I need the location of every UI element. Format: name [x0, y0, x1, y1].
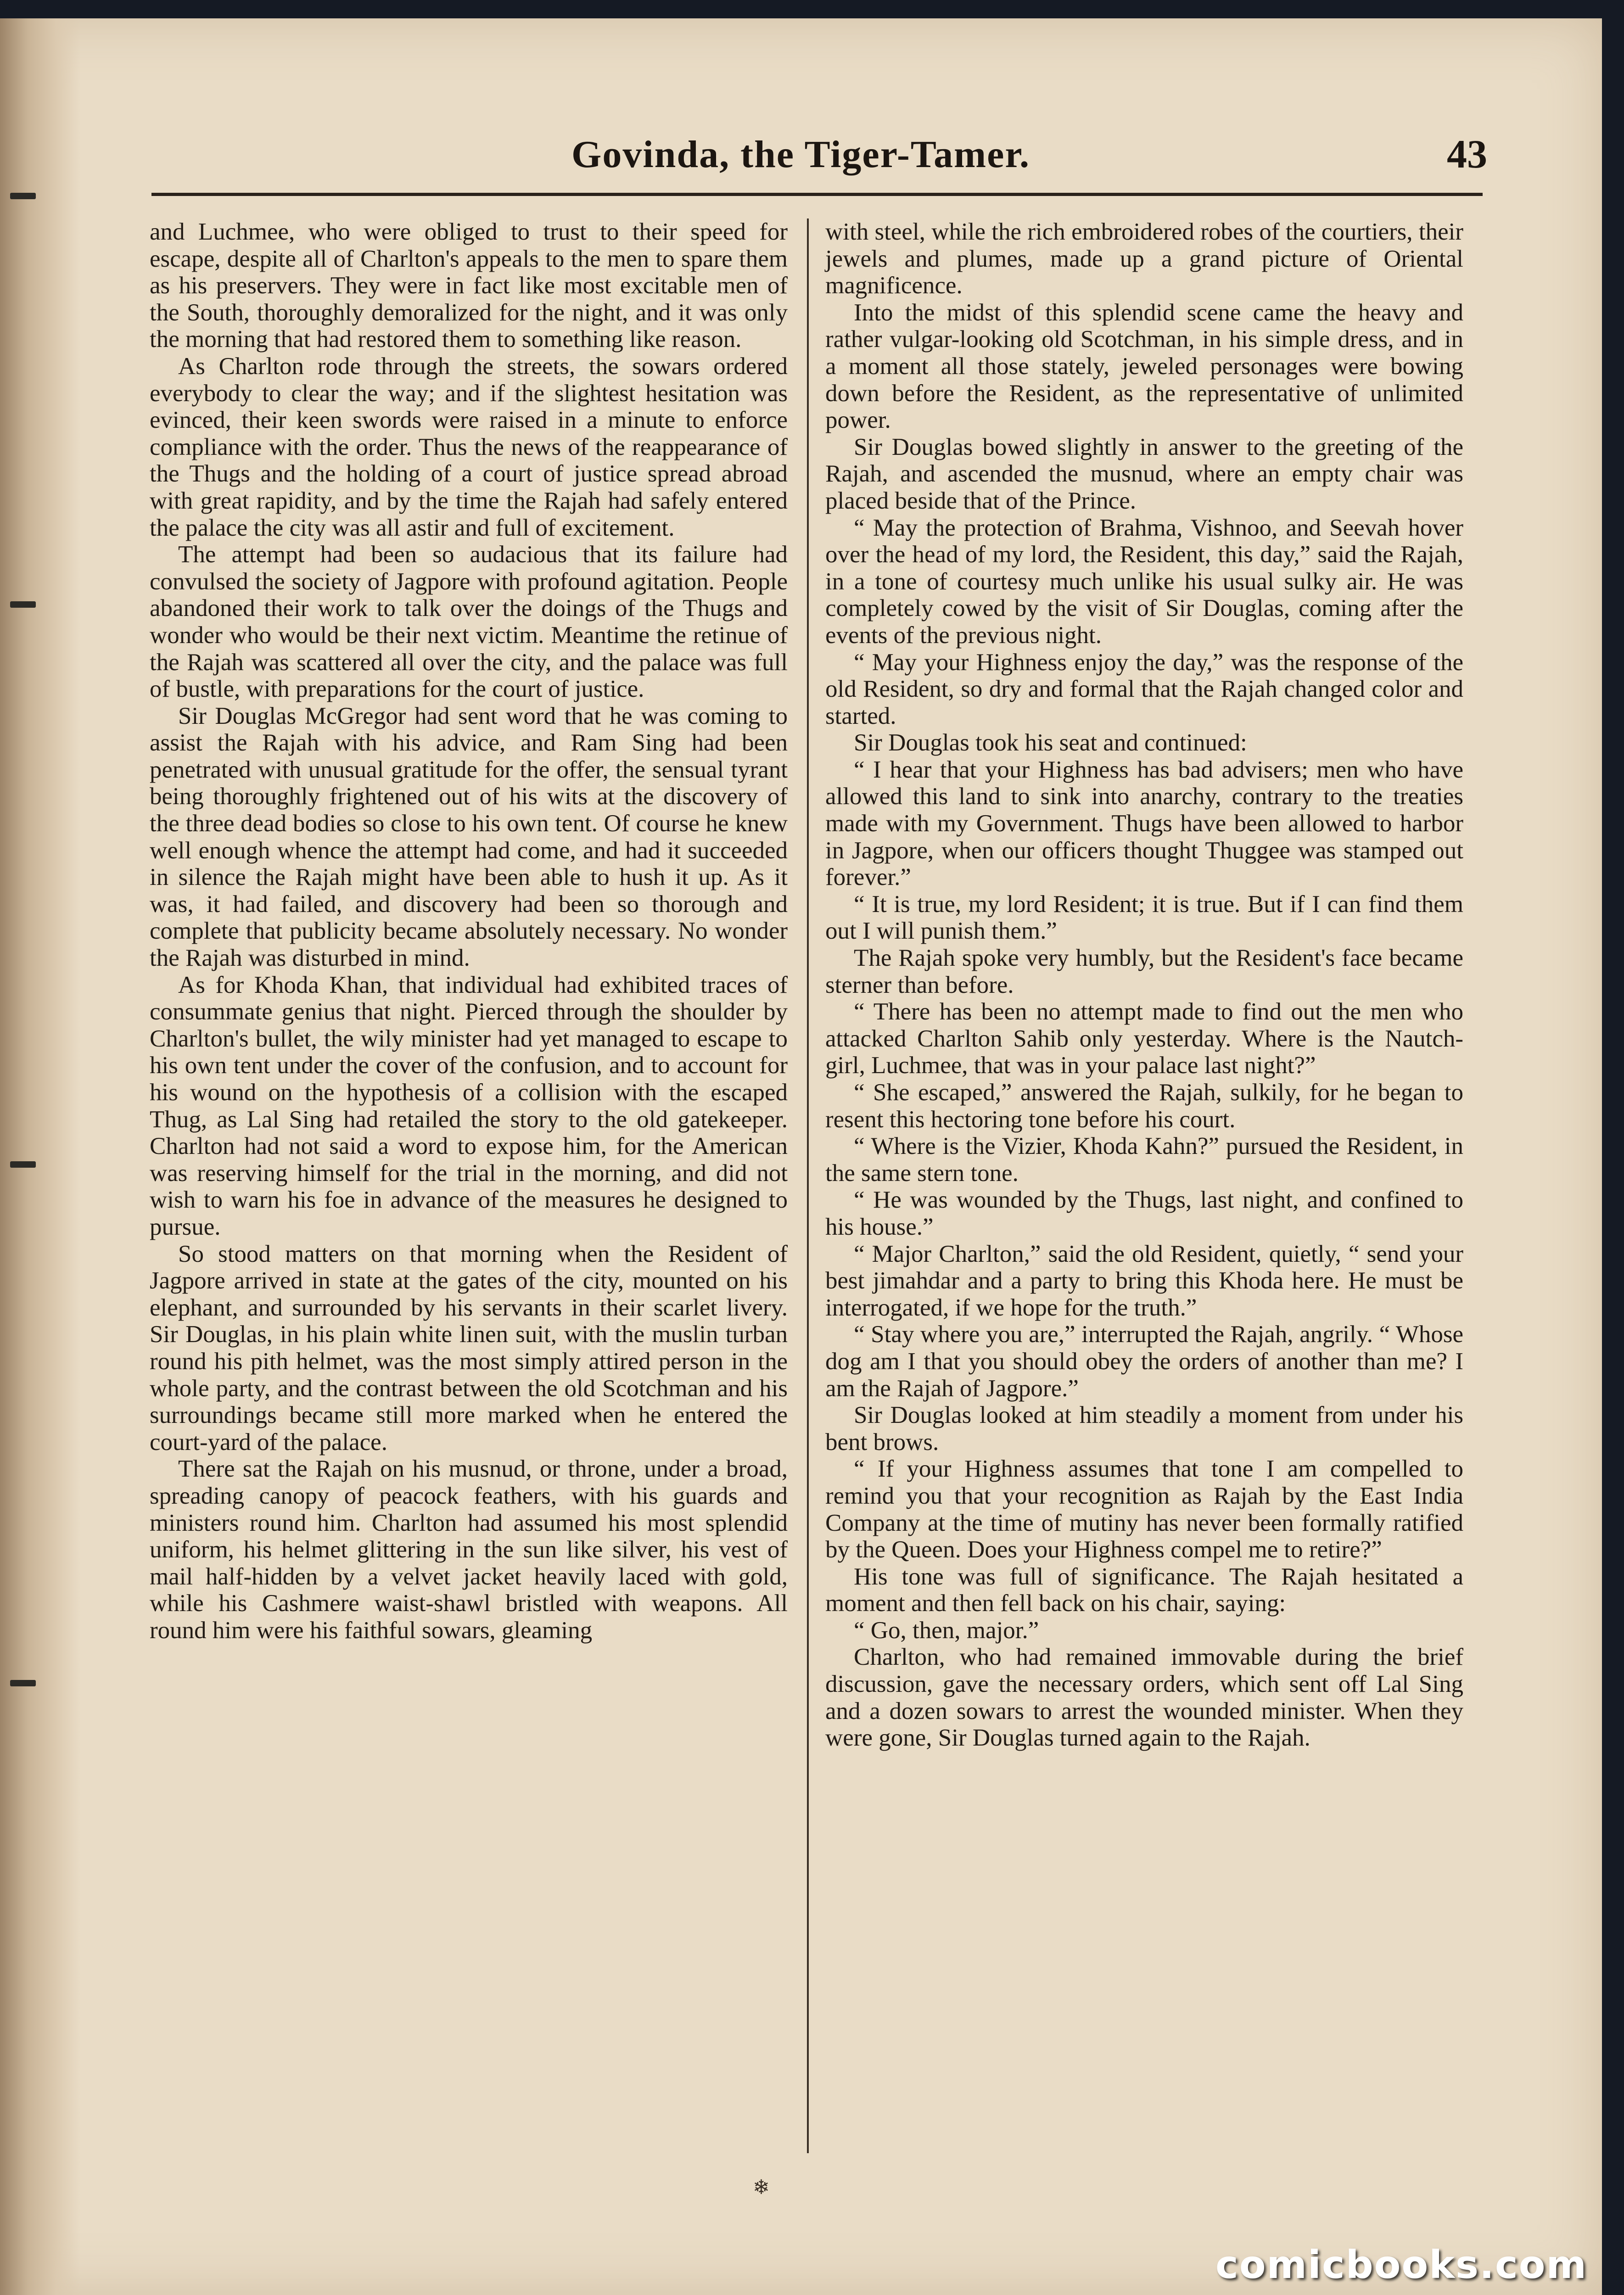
paragraph: “ Go, then, major.”: [854, 1617, 1039, 1644]
paragraph: “ She escaped,” answered the Rajah, sulkily, for he began to resent this hectoring tone before his court.: [825, 1079, 1463, 1133]
running-title: Govinda, the Tiger-Tamer.: [571, 133, 1030, 176]
paragraph: Sir Douglas bowed slightly in answer to the greeting of the Rajah, and ascended the musnud, where an empty chair was placed beside that of the Prince.: [825, 433, 1463, 514]
binding-stitch: [10, 1680, 36, 1686]
paragraph: There sat the Rajah on his musnud, or throne, under a broad, spreading canopy of peacock feathers, with his guards and ministers round him. Charlton had assumed his most splendid uniform, his helmet glittering in the sun like silver, his vest of mail half-hidden by a velvet jacket heavily laced with gold, while his Cashmere waist-shawl bristled with weapons. All round him were his faithful sowars, gleaming: [150, 1455, 788, 1644]
paragraph: “ I hear that your Highness has bad advisers; men who have allowed this land to sink into anarchy, contrary to the treaties made with my Government. Thugs have been allowed to harbor in Jagpore, when our officers thought Thuggee was stamped out forever.”: [825, 756, 1463, 891]
paragraph: “ Where is the Vizier, Khoda Kahn?” pursued the Resident, in the same stern tone.: [825, 1133, 1463, 1187]
page-number: 43: [1447, 132, 1487, 177]
paragraph: “ It is true, my lord Resident; it is true. But if I can find them out I will punish them.”: [825, 890, 1463, 945]
paragraph: and Luchmee, who were obliged to trust to their speed for escape, despite all of Charlton's appeals to the men to spare them as his preservers. They were in fact like most excitable men of the South, thoroughly demoralized for the night, and it was only the morning that had restored them to something like reason.: [150, 218, 788, 353]
column-divider: [807, 218, 809, 2153]
header-rule: [151, 193, 1483, 196]
paragraph: As Charlton rode through the streets, the sowars ordered everybody to clear the way; and if the slightest hesitation was evinced, their keen swords were raised in a minute to enforce compliance with the order. Thus the news of the reappearance of the Thugs and the holding of a court of justice spread abroad with great rapidity, and by the time the Rajah had safely entered the palace the city was all astir and full of excitement.: [150, 353, 788, 541]
paragraph: “ Major Charlton,” said the old Resident, quietly, “ send your best jimahdar and a party to bring this Khoda here. He must be interrogated, if we hope for the truth.”: [825, 1240, 1463, 1321]
binding-stitch: [10, 1161, 36, 1168]
paragraph: “ He was wounded by the Thugs, last night, and confined to his house.”: [825, 1187, 1463, 1240]
paragraph: “ May the protection of Brahma, Vishnoo, and Seevah hover over the head of my lord, the Resident, this day,” said the Rajah, in a tone of courtesy much unlike his usual sulky air. He was completely cowed by the visit of Sir Douglas, coming after the events of the previous night.: [825, 514, 1463, 649]
paragraph: with steel, while the rich embroidered robes of the courtiers, their jewels and plumes, made up a grand picture of Oriental magnificence.: [825, 218, 1463, 299]
paragraph: “ If your Highness assumes that tone I am compelled to remind you that your recognition as Rajah by the East India Company at the time of mutiny has never been formally ratified by the Queen. Does your Highness compel me to retire?”: [825, 1455, 1463, 1563]
paragraph: His tone was full of significance. The Rajah hesitated a moment and then fell back on his chair, saying:: [825, 1563, 1463, 1617]
paragraph: Sir Douglas McGregor had sent word that he was coming to assist the Rajah with his advice, and Ram Sing had been penetrated with unusual gratitude for the offer, the sensual tyrant being thoroughly frightened out of his wits at the discovery of the three dead bodies so close to his own tent. Of course he knew well enough whence the attempt had come, and had it succeeded in silence the Rajah might have been able to hush it up. As it was, it had failed, and discovery had been so thorough and complete that publicity became absolutely necessary. No wonder the Rajah was disturbed in mind.: [150, 702, 788, 972]
binding-stitch: [10, 601, 36, 608]
paragraph: So stood matters on that morning when the Resident of Jagpore arrived in state at the gates of the city, mounted on his elephant, and surrounded by his servants in their scarlet livery. Sir Douglas, in his plain white linen suit, with the muslin turban round his pith helmet, was the most simply attired person in the whole party, and the contrast between the old Scotchman and his surroundings became still more marked when he entered the court-yard of the palace.: [150, 1240, 788, 1455]
paragraph: Charlton, who had remained immovable during the brief discussion, gave the necessary orders, which sent off Lal Sing and a dozen sowars to arrest the wounded minister. When they were gone, Sir Douglas turned again to the Rajah.: [825, 1644, 1463, 1752]
paragraph: Sir Douglas looked at him steadily a moment from under his bent brows.: [825, 1402, 1463, 1455]
left-text-column: [150, 218, 788, 1644]
paragraph: As for Khoda Khan, that individual had exhibited traces of consummate genius that night. Pierced through the shoulder by Charlton's bullet, the wily minister had yet managed to escape to his own tent under the cover of the confusion, and to account for his wound on the hypothesis of a collision with the escaped Thug, as Lal Sing had retailed the story to the old gatekeeper. Charlton had not said a word to expose him, for the American was reserving himself for the trial in the morning, and did not wish to warn his foe in advance of the measures he designed to pursue.: [150, 971, 788, 1240]
page-header: [147, 124, 1487, 184]
paragraph: Into the midst of this splendid scene came the heavy and rather vulgar-looking old Scotchman, in his simple dress, and in a moment all those stately, jeweled personages were bowing down before the Resident, as the representative of unlimited power.: [825, 299, 1463, 434]
paragraph: Sir Douglas took his seat and continued:: [854, 729, 1247, 756]
paragraph: “ There has been no attempt made to find out the men who attacked Charlton Sahib only yesterday. Where is the Nautch-girl, Luchmee, that was in your palace last night?”: [825, 998, 1463, 1079]
paragraph: The Rajah spoke very humbly, but the Resident's face became sterner than before.: [825, 945, 1463, 998]
site-watermark: comicbooks.com: [1215, 2242, 1587, 2287]
right-text-column: [825, 218, 1463, 1752]
paragraph: The attempt had been so audacious that its failure had convulsed the society of Jagpore with profound agitation. People abandoned their work to talk over the doings of the Thugs and wonder who would be their next victim. Meantime the retinue of the Rajah was scattered all over the city, and the palace was full of bustle, with preparations for the court of justice.: [150, 541, 788, 703]
paragraph: “ Stay where you are,” interrupted the Rajah, angrily. “ Whose dog am I that you should obey the orders of another than me? I am the Rajah of Jagpore.”: [825, 1321, 1463, 1402]
printer-mark-icon: ❄: [753, 2176, 770, 2199]
binding-stitch: [10, 193, 36, 199]
page-spine-edge: [0, 18, 80, 2295]
paragraph: “ May your Highness enjoy the day,” was the response of the old Resident, so dry and formal that the Rajah changed color and started.: [825, 649, 1463, 729]
